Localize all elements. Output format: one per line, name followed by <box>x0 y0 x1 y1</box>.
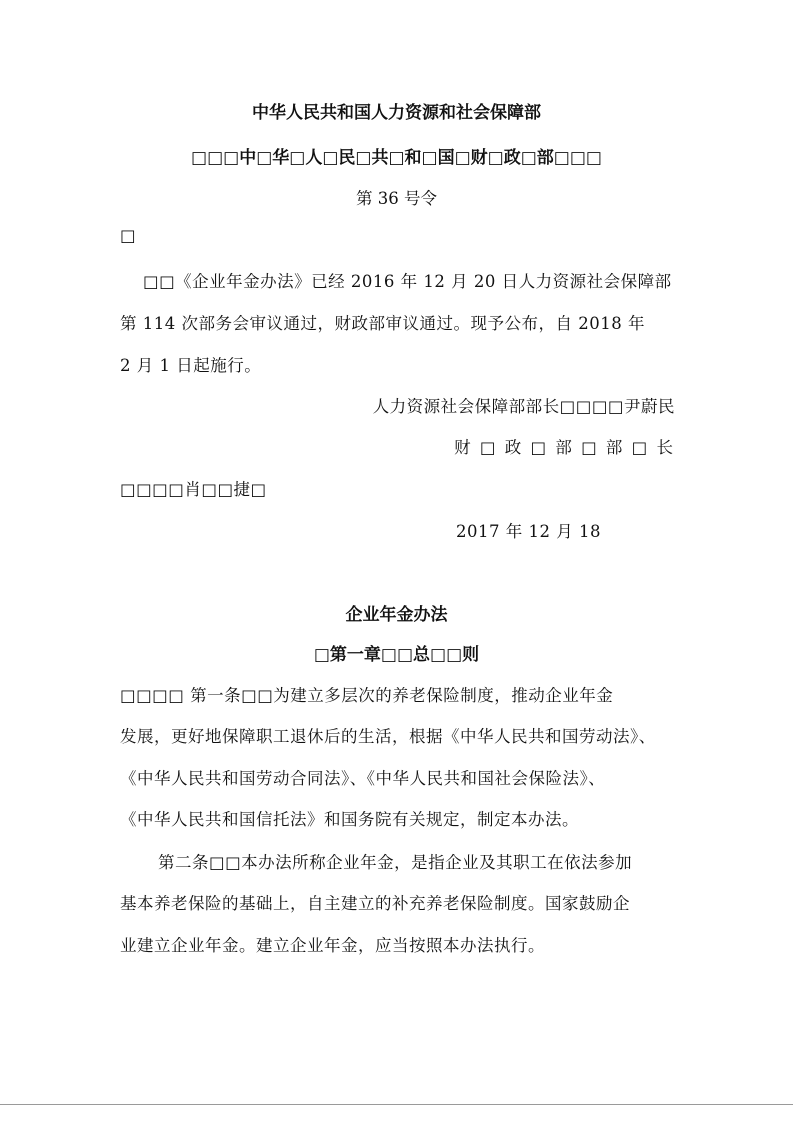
article-1-line-4: 《中华人民共和国信托法》和国务院有关规定，制定本办法。 <box>120 810 579 829</box>
article-1-line-2: 发展，更好地保障职工退休后的生活，根据《中华人民共和国劳动法》、 <box>120 727 656 746</box>
issuer-line-1: 中华人民共和国人力资源和社会保障部 <box>252 103 541 123</box>
issuer-line-2: □□□中□华□人□民□共□和□国□财□政□部□□□ <box>191 148 602 168</box>
signer-finance-minister-title: 财 □ 政 □ 部 □ 部 □ 长 <box>454 438 675 457</box>
article-1-line-3: 《中华人民共和国劳动合同法》、《中华人民共和国社会保险法》、 <box>120 769 606 788</box>
article-2-line-1: 第二条□□本办法所称企业年金，是指企业及其职工在依法参加 <box>158 853 633 872</box>
page-bottom-rule <box>0 1104 793 1105</box>
order-number: 第 36 号令 <box>356 189 437 208</box>
blank-box: □ <box>120 226 137 245</box>
article-2-line-3: 业建立企业年金。建立企业年金，应当按照本办法执行。 <box>120 936 545 955</box>
decree-para-line-2: 第 114 次部务会审议通过，财政部审议通过。现予公布，自 2018 年 <box>120 314 645 333</box>
decree-para-line-3: 2 月 1 日起施行。 <box>120 356 262 375</box>
article-1-line-1: □□□□ 第一条□□为建立多层次的养老保险制度，推动企业年金 <box>120 686 614 705</box>
signer-finance-minister-name: □□□□肖□□捷□ <box>120 480 267 499</box>
decree-para-line-1: □□《企业年金办法》已经 2016 年 12 月 20 日人力资源社会保障部 <box>143 272 672 291</box>
regulation-title: 企业年金办法 <box>345 605 448 625</box>
signer-hrss-minister: 人力资源社会保障部部长□□□□尹蔚民 <box>372 397 675 416</box>
article-2-line-2: 基本养老保险的基础上，自主建立的补充养老保险制度。国家鼓励企 <box>120 894 630 913</box>
chapter-title: □第一章□□总□□则 <box>313 645 480 665</box>
decree-date: 2017 年 12 月 18 <box>456 522 601 541</box>
